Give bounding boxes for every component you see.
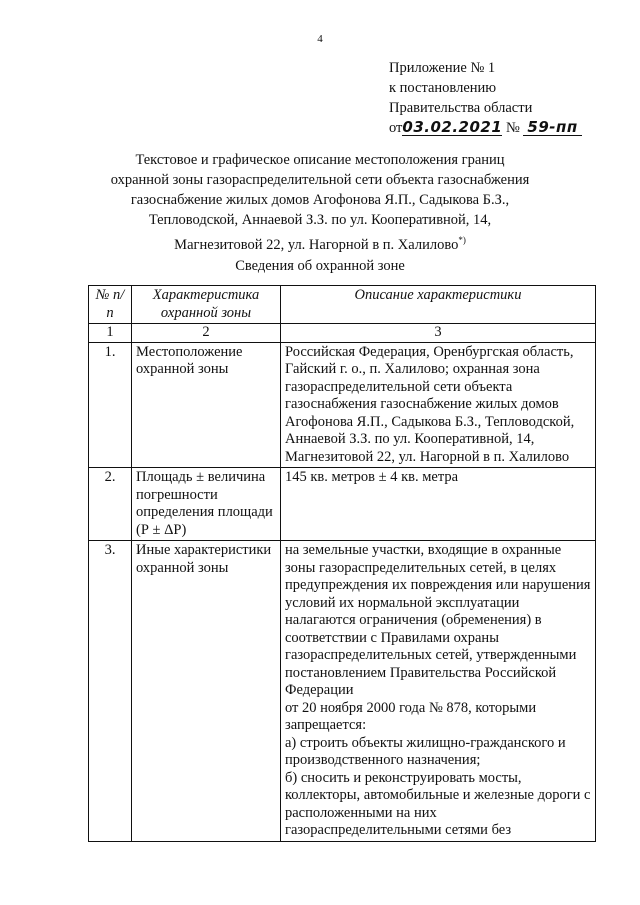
handwritten-number: 59-пп (523, 119, 581, 136)
appendix-line-3: Правительства области (389, 100, 533, 116)
appendix-line-2: к постановлению (389, 80, 497, 96)
table-header-row (89, 286, 596, 324)
number-prefix: № (505, 120, 520, 136)
row-number: 1. (89, 342, 132, 468)
row-description: на земельные участки, входящие в охранные зоны газораспределительных сетей, в целях предупреждения их повреждения или нарушения условий их нормальной эксплуатации налагаются ограничения (обременения) в соответствии с Правилами охраны газораспределительных сетей, утвержденными постановлением Правительства Российской Федерации от 20 ноября 2000 года № 878, которыми запрещается: а) строить объекты жилищно-гражданского и производственного назначения; б) сносить и реконструировать мосты, коллекторы, автомобильные и железные дороги с расположенными на них газораспределительными сетями без (281, 541, 596, 842)
handwritten-date: 03.02.2021 (402, 118, 503, 136)
document-title (110, 150, 530, 255)
title-text: Текстовое и графическое описание местоположения границ охранной зоны газораспределительной сети объекта газоснабжения газоснабжение жилых домов Агофонова Я.П., Садыкова Б.З., Тепловодской, Аннаевой З.З. по ул. Кооперативной, 14, Магнезитовой 22, ул. Нагорной в п. Халилово (110, 152, 530, 253)
table-row (89, 468, 596, 541)
column-number: 3 (281, 324, 596, 343)
table-row (89, 342, 596, 468)
appendix-header (389, 58, 582, 138)
header-description: Описание характеристики (281, 286, 596, 324)
header-characteristic: Характеристика охранной зоны (132, 286, 281, 324)
column-number: 2 (132, 324, 281, 343)
row-description: 145 кв. метров ± 4 кв. метра (281, 468, 596, 541)
row-description: Российская Федерация, Оренбургская область, Гайский г. о., п. Халилово; охранная зона газораспределительной сети объекта газоснабжения газоснабжение жилых домов Агофонова Я.П., Садыкова Б.З., Тепловодской, Аннаевой З.З. по ул. Кооперативной, 14, Магнезитовой 22, ул. Нагорной в п. Халилово (281, 342, 596, 468)
column-number: 1 (89, 324, 132, 343)
protection-zone-table (88, 285, 596, 842)
column-number-row (89, 324, 596, 343)
page-number: 4 (317, 33, 323, 45)
table-row (89, 541, 596, 842)
section-subtitle: Сведения об охранной зоне (235, 258, 405, 274)
footnote-mark: *) (458, 235, 466, 245)
row-number: 2. (89, 468, 132, 541)
header-number: № п/п (89, 286, 132, 324)
date-prefix: от (389, 120, 403, 136)
appendix-line-1: Приложение № 1 (389, 60, 496, 76)
appendix-date-line (389, 118, 582, 138)
row-characteristic: Иные характеристики охранной зоны (132, 541, 281, 842)
row-characteristic: Местоположение охранной зоны (132, 342, 281, 468)
row-number: 3. (89, 541, 132, 842)
row-characteristic: Площадь ± величина погрешности определения площади (Р ± ΔР) (132, 468, 281, 541)
